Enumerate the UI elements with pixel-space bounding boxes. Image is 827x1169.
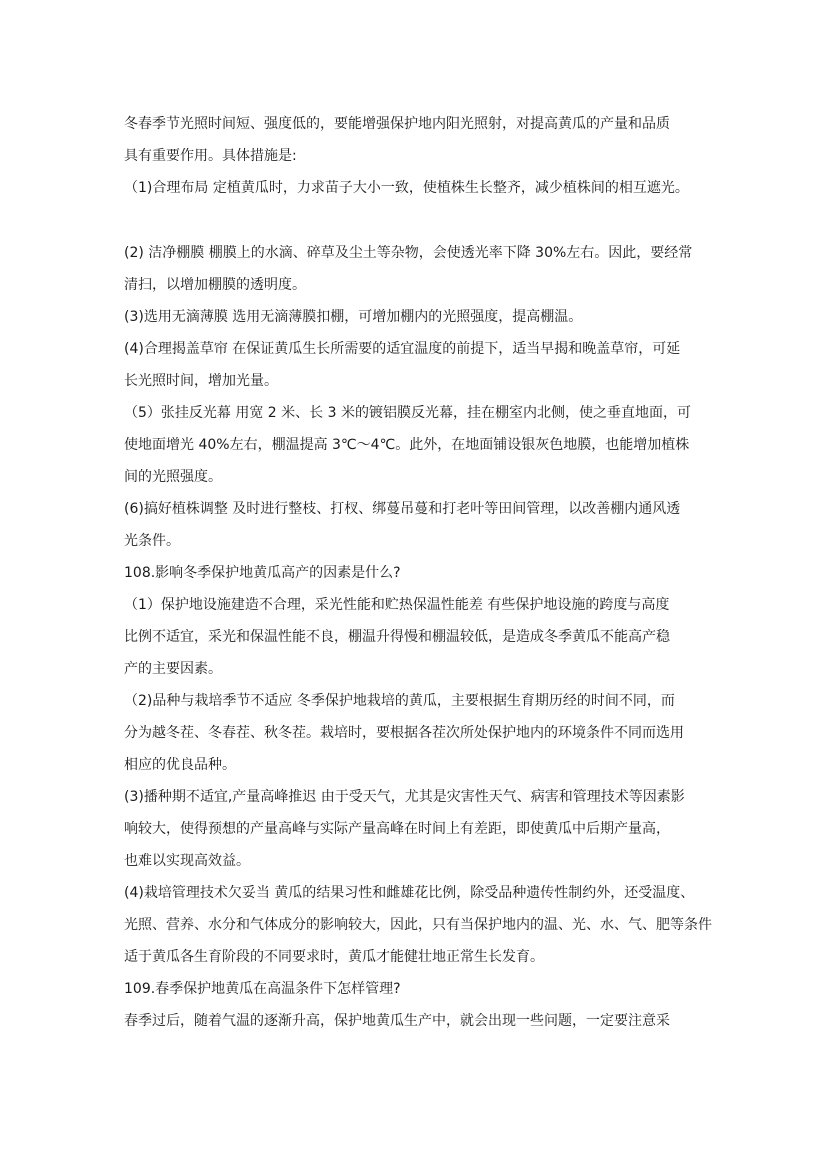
text-line: 相应的优良品种。 (124, 757, 236, 773)
text-line: （1)合理布局 定植黄瓜时，力求苗子大小一致，使植株生长整齐，减少植株间的相互遮光。 (124, 180, 689, 196)
document-body (124, 108, 714, 1037)
text-line: （1）保护地设施建造不合理，采光性能和贮热保温性能差 有些保护地设施的跨度与高度 (124, 597, 670, 613)
text-line: 具有重要作用。具体措施是: (124, 148, 297, 164)
section-heading: 108.影响冬季保护地黄瓜高产的因素是什么? (124, 565, 401, 581)
text-line: (2) 洁净棚膜 棚膜上的水滴、碎草及尘土等杂物，会使透光率下降 30%左右。因此，要经常 (124, 245, 693, 261)
text-line: 间的光照强度。 (124, 469, 222, 485)
text-line: 响较大，使得预想的产量高峰与实际产量高峰在时间上有差距，即使黄瓜中后期产量高， (124, 821, 670, 837)
text-line: 产的主要因素。 (124, 661, 222, 677)
text-line: (3)播种期不适宜,产量高峰推迟 由于受天气，尤其是灾害性天气、病害和管理技术等因素影 (124, 789, 685, 805)
text-line: 冬春季节光照时间短、强度低的，要能增强保护地内阳光照射，对提高黄瓜的产量和品质 (124, 116, 670, 132)
text-line: 适于黄瓜各生育阶段的不同要求时，黄瓜才能健壮地正常生长发育。 (124, 949, 544, 965)
text-line: (3)选用无滴薄膜 选用无滴薄膜扣棚，可增加棚内的光照强度，提高棚温。 (124, 309, 583, 325)
paragraph-gap (124, 204, 714, 237)
text-line: （2)品种与栽培季节不适应 冬季保护地栽培的黄瓜，主要根据生育期历经的时间不同，而 (124, 693, 675, 709)
text-line: 清扫，以增加棚膜的透明度。 (124, 277, 306, 293)
text-line: 光照、营养、水分和气体成分的影响较大，因此，只有当保护地内的温、光、水、气、肥等条件 (124, 917, 712, 933)
text-line: (4)栽培管理技术欠妥当 黄瓜的结果习性和雌雄花比例，除受品种遗传性制约外，还受温度、 (124, 885, 695, 901)
section-heading: 109.春季保护地黄瓜在高温条件下怎样管理? (124, 981, 401, 997)
text-line: (6)搞好植株调整 及时进行整枝、打杈、绑蔓吊蔓和打老叶等田间管理，以改善棚内通风透 (124, 501, 681, 517)
text-line: 春季过后，随着气温的逐渐升高，保护地黄瓜生产中，就会出现一些问题，一定要注意采 (124, 1013, 670, 1029)
text-line: 使地面增光 40%左右，棚温提高 3℃～4℃。此外，在地面铺设银灰色地膜，也能增加植株 (124, 437, 690, 453)
text-line: 也难以实现高效益。 (124, 853, 250, 869)
text-line: 长光照时间，增加光量。 (124, 373, 278, 389)
text-line: （5）张挂反光幕 用宽 2 米、长 3 米的镀铝膜反光幕，挂在棚室内北侧，使之垂直地面，可 (124, 405, 691, 421)
text-line: 比例不适宜，采光和保温性能不良，棚温升得慢和棚温较低，是造成冬季黄瓜不能高产稳 (124, 629, 670, 645)
text-line: (4)合理揭盖草帘 在保证黄瓜生长所需要的适宜温度的前提下，适当早揭和晚盖草帘，可延 (124, 341, 681, 357)
text-line: 分为越冬茬、冬春茬、秋冬茬。栽培时，要根据各茬次所处保护地内的环境条件不同而选用 (124, 725, 684, 741)
text-line: 光条件。 (124, 533, 180, 549)
